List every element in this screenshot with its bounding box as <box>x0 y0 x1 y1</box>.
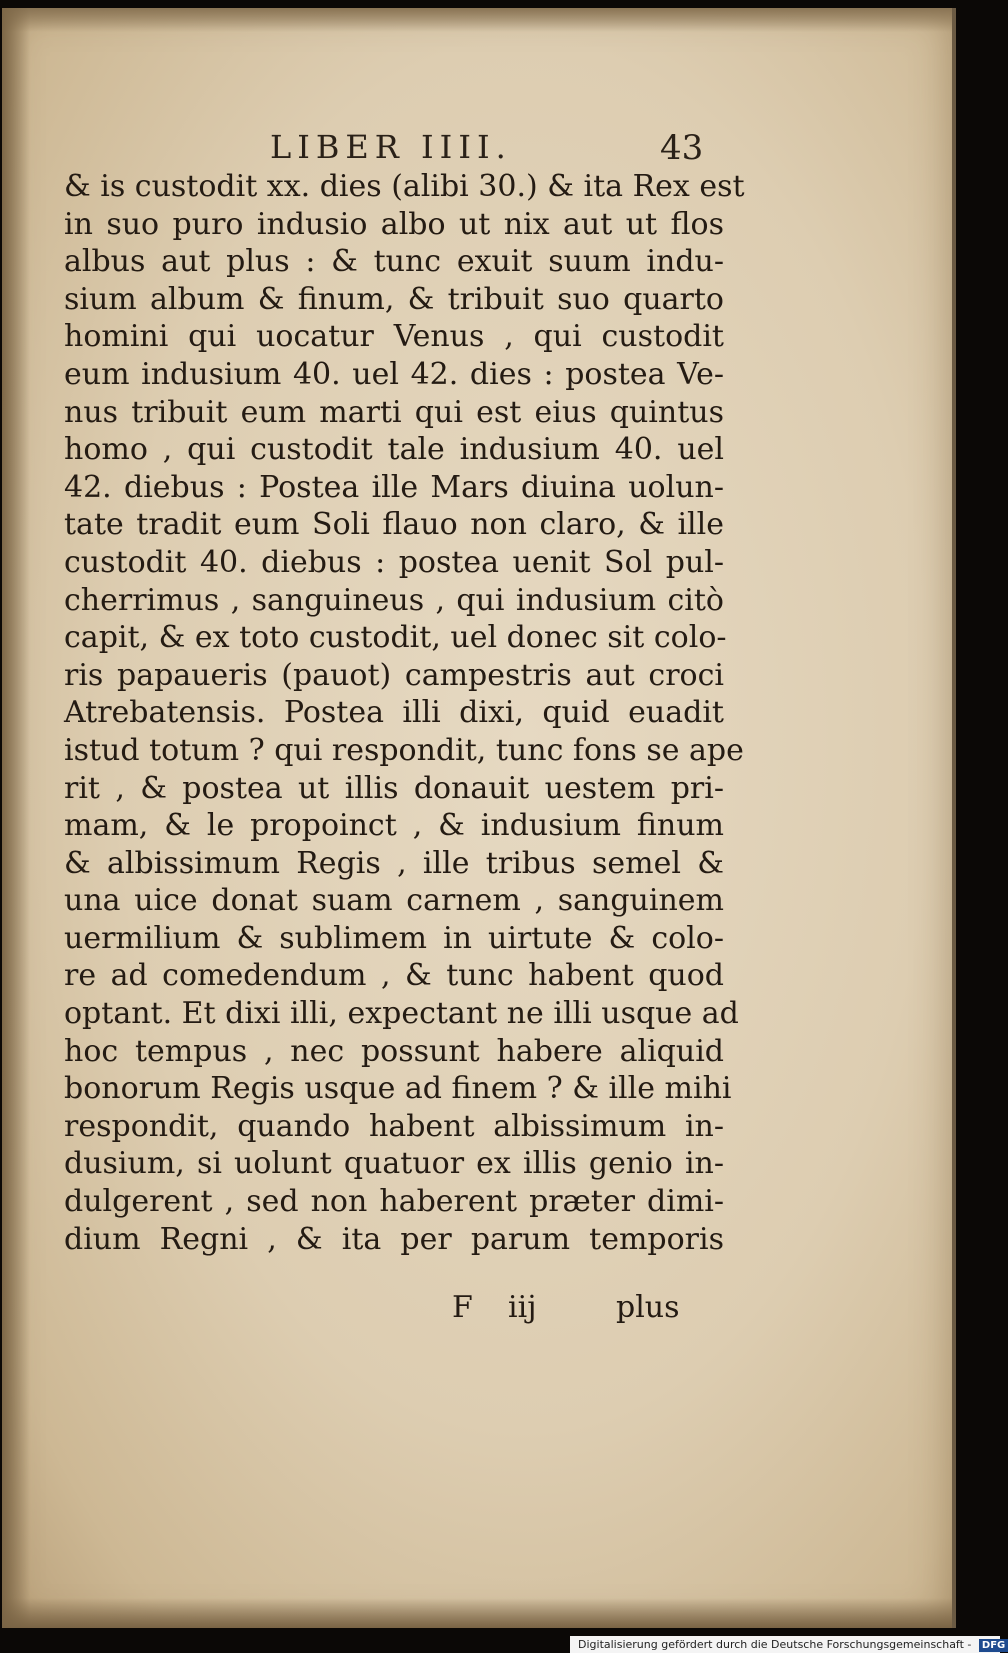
text-line: homo , qui custodit tale indusium 40. uel <box>64 432 724 468</box>
text-line: rit , & postea ut illis donauit uestem pri- <box>64 770 724 806</box>
text-line: cherrimus , sanguineus , qui indusium citò <box>64 582 724 618</box>
text-line: nus tribuit eum marti qui est eius quintus <box>64 394 724 430</box>
text-line: uermilium & sublimem in uirtute & colo- <box>64 920 724 956</box>
text-line: in suo puro indusio albo ut nix aut ut flos <box>64 206 724 242</box>
text-line: 42. diebus : Postea ille Mars diuina uolun- <box>64 469 724 505</box>
signature-mark: F <box>452 1290 473 1325</box>
running-head: LIBER IIII. <box>270 128 512 166</box>
catchword: plus <box>616 1290 680 1325</box>
signature-line <box>452 1290 712 1330</box>
text-line: bonorum Regis usque ad finem ? & ille mihi <box>64 1071 732 1107</box>
page-edge-shadow-left <box>2 8 30 1628</box>
text-line: capit, & ex toto custodit, uel donec sit colo- <box>64 620 727 656</box>
text-line: mam, & le propoinct , & indusium finum <box>64 808 724 844</box>
text-line: ris papaueris (pauot) campestris aut croci <box>64 657 724 693</box>
text-line: albus aut plus : & tunc exuit suum indu- <box>64 244 724 280</box>
text-line: hoc tempus , nec possunt habere aliquid <box>64 1033 724 1069</box>
page-edge-shadow-bottom <box>2 1598 952 1628</box>
text-line: sium album & finum, & tribuit suo quarto <box>64 281 724 317</box>
text-line: re ad comedendum , & tunc habent quod <box>64 958 724 994</box>
funding-note: Digitalisierung gefördert durch die Deutsche Forschungsgemeinschaft - <box>578 1638 972 1651</box>
text-line: homini qui uocatur Venus , qui custodit <box>64 319 724 355</box>
signature-number: iij <box>508 1290 537 1325</box>
text-line: optant. Et dixi illi, expectant ne illi usque ad <box>64 996 739 1032</box>
body-text <box>64 168 745 1258</box>
dfg-logo: DFG <box>979 1639 1008 1652</box>
text-line: custodit 40. diebus : postea uenit Sol pul- <box>64 544 724 580</box>
text-line: & albissimum Regis , ille tribus semel & <box>64 845 724 881</box>
text-line: tate tradit eum Soli flauo non claro, & ille <box>64 507 724 543</box>
text-line: dulgerent , sed non haberent præter dimi- <box>64 1184 724 1220</box>
page-edge-shadow-top <box>2 8 952 32</box>
text-line: una uice donat suam carnem , sanguinem <box>64 883 724 919</box>
text-line: & is custodit xx. dies (alibi 30.) & ita Rex est <box>64 169 745 204</box>
text-line: istud totum ? qui respondit, tunc fons se ape <box>64 732 744 768</box>
text-line: dium Regni , & ita per parum temporis <box>64 1221 724 1257</box>
digitization-footer <box>570 1636 1006 1653</box>
page-number: 43 <box>660 128 704 168</box>
text-line: eum indusium 40. uel 42. dies : postea Ve- <box>64 356 724 392</box>
text-line: respondit, quando habent albissimum in- <box>64 1108 724 1144</box>
text-line: dusium, si uolunt quatuor ex illis genio in- <box>64 1146 724 1182</box>
text-line: Atrebatensis. Postea illi dixi, quid euadit <box>64 695 724 731</box>
